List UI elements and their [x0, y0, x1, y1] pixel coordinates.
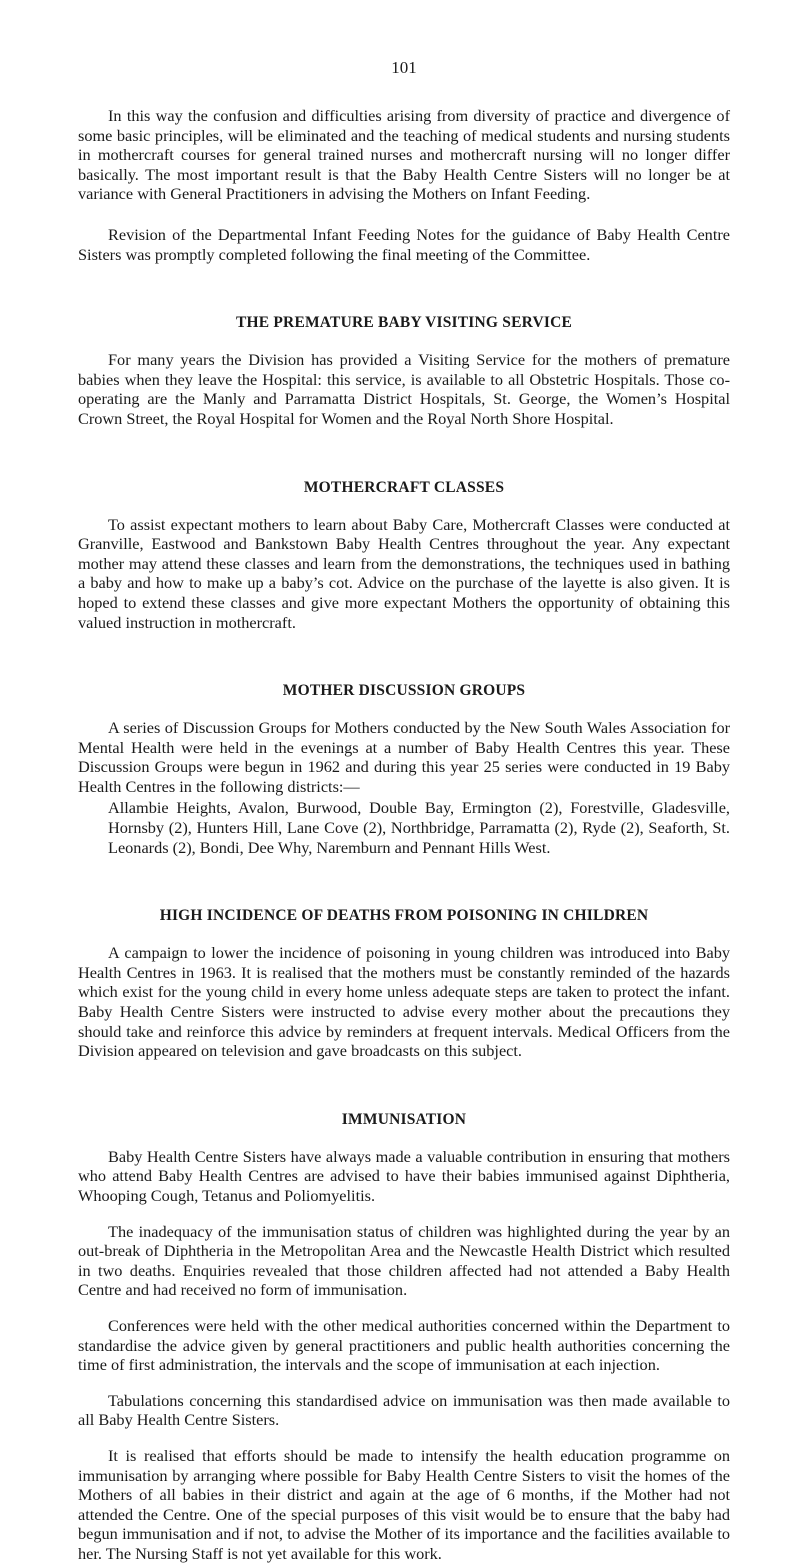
immunisation-section	[78, 1111, 730, 1564]
section-heading: MOTHER DISCUSSION GROUPS	[282, 682, 526, 700]
section-paragraph: The inadequacy of the immunisation status of children was highlighted during the year by an out-break of Diphtheria in the Metropolitan Area and the Newcastle Health District which resulted in two deaths. Enquiries revealed that those children affected had not attended a Baby Health Centre and had received no form of immunisation.	[78, 1221, 730, 1300]
page-number: 101	[391, 58, 417, 77]
district-list: Allambie Heights, Avalon, Burwood, Double Bay, Ermington (2), Forestville, Gladesville, Hornsby (2), Hunters Hill, Lane Cove (2), Northbridge, Parramatta (2), Ryde (2), Seaforth, St. Leonards (2), Bondi, Dee Why, Naremburn and Pennant Hills West.	[108, 798, 730, 857]
discussion-groups-section	[78, 682, 730, 857]
section-paragraph: Tabulations concerning this standardised advice on immunisation was then made available to all Baby Health Centre Sisters.	[78, 1390, 730, 1430]
section-paragraph: Baby Health Centre Sisters have always made a valuable contribution in ensuring that mothers who attend Baby Health Centres are advised to have their babies immunised against Diphtheria, Whooping Cough, Tetanus and Poliomyelitis.	[78, 1146, 730, 1205]
poisoning-section	[78, 907, 730, 1061]
section-paragraph: It is realised that efforts should be made to intensify the health education programme on immunisation by arranging where possible for Baby Health Centre Sisters to visit the homes of the Mothers of all babies in their district and again at the age of 6 months, if the Mother had not attended the Centre. One of the special purposes of this visit would be to ensure that the baby had begun immunisation and if not, to advise the Mother of its importance and the facilities available to her. The Nursing Staff is not yet available for this work.	[78, 1445, 730, 1563]
section-paragraph: For many years the Division has provided a Visiting Service for the mothers of premature babies when they leave the Hospital: this service, is available to all Obstetric Hospitals. Those co-operating are the Manly and Parramatta District Hospitals, St. George, the Women’s Hospital Crown Street, the Royal Hospital for Women and the Royal North Shore Hospital.	[78, 350, 730, 428]
section-paragraph: Conferences were held with the other medical authorities concerned within the Department to standardise the advice given by general practitioners and public health authorities concerning the time of first administration, the intervals and the scope of immunisation at each injection.	[78, 1315, 730, 1375]
intro-section	[78, 106, 730, 264]
intro-paragraph: Revision of the Departmental Infant Feeding Notes for the guidance of Baby Health Centre Sisters was promptly completed following the final meeting of the Committee.	[78, 224, 730, 264]
section-paragraph: A series of Discussion Groups for Mothers conducted by the New South Wales Association for Mental Health were held in the evenings at a number of Baby Health Centres this year. These Discussion Groups were begun in 1962 and during this year 25 series were conducted in 19 Baby Health Centres in the following districts:—	[78, 718, 730, 796]
section-heading: THE PREMATURE BABY VISITING SERVICE	[235, 314, 573, 332]
section-paragraph: A campaign to lower the incidence of poisoning in young children was introduced into Baby Health Centres in 1963. It is realised that the mothers must be constantly reminded of the hazards which exist for the young child in every home unless adequate steps are taken to protect the infant. Baby Health Centre Sisters were instructed to advise every mother about the precautions they should take and reinforce this advice by reminders at frequent intervals. Medical Officers from the Division appeared on television and gave broadcasts on this subject.	[78, 943, 730, 1061]
premature-baby-section	[78, 314, 730, 428]
section-heading: HIGH INCIDENCE OF DEATHS FROM POISONING IN CHILDREN	[159, 907, 649, 925]
section-heading: MOTHERCRAFT CLASSES	[303, 478, 505, 496]
mothercraft-section	[78, 479, 730, 633]
section-heading: IMMUNISATION	[341, 1110, 467, 1128]
intro-paragraph: In this way the confusion and difficulties arising from diversity of practice and divergence of some basic principles, will be eliminated and the teaching of medical students and nursing students in mothercraft courses for general trained nurses and mothercraft nursing will no longer differ basically. The most important result is that the Baby Health Centre Sisters will no longer be at variance with General Practitioners in advising the Mothers on Infant Feeding.	[78, 106, 730, 204]
section-paragraph: To assist expectant mothers to learn about Baby Care, Mothercraft Classes were conducted at Granville, Eastwood and Bankstown Baby Health Centres throughout the year. Any expectant mother may attend these classes and learn from the demonstrations, the techniques used in bathing a baby and how to make up a baby’s cot. Advice on the purchase of the layette is also given. It is hoped to extend these classes and give more expectant Mothers the opportunity of obtaining this valued instruction in mothercraft.	[78, 514, 730, 632]
